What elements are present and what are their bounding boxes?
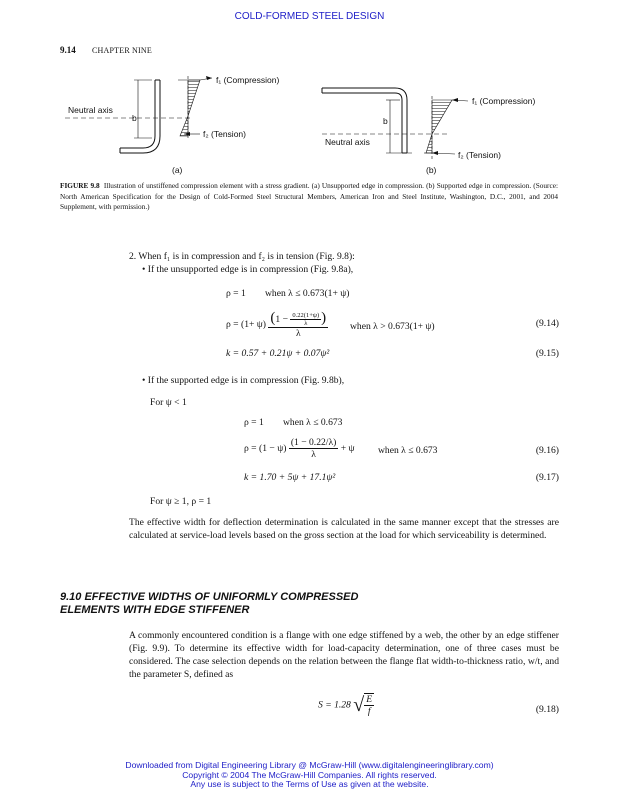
figure-caption-label: FIGURE 9.8	[60, 181, 100, 190]
footer-copyright: Copyright © 2004 The McGraw-Hill Companies. All rights reserved.	[182, 769, 437, 780]
equation-9-14	[226, 310, 328, 339]
chapter-label: CHAPTER NINE	[92, 46, 152, 55]
sqrt-sign: √	[353, 694, 365, 716]
page-number: 9.14	[60, 45, 76, 55]
label-part-b: (b)	[426, 165, 437, 175]
label-part-a: (a)	[172, 165, 183, 175]
eq914-left: ρ = (1+ ψ)	[226, 319, 266, 331]
eq914-number: (9.14)	[535, 318, 559, 329]
case2-bullet2: • If the supported edge is in compression (Fig. 9.8b),	[142, 375, 345, 386]
for-psi-less-than-1: For ψ < 1	[150, 397, 187, 408]
eq917-number: (9.17)	[535, 472, 559, 483]
label-neutral-axis-a: Neutral axis	[68, 105, 113, 115]
figure-part-b	[322, 88, 468, 160]
eq916-number: (9.16)	[535, 445, 559, 456]
eq914-when: when λ > 0.673(1+ ψ)	[350, 321, 435, 332]
eq914-inner-num: 0.22(1+ψ)	[292, 312, 320, 320]
label-f2-tension-a: f₂ (Tension)	[203, 129, 246, 139]
case2-bullet1: • If the unsupported edge is in compression (Fig. 9.8a),	[142, 264, 354, 275]
label-neutral-axis-b: Neutral axis	[325, 137, 370, 147]
equation-9-18	[318, 693, 374, 717]
label-b-a: b	[132, 113, 137, 123]
running-title: COLD-FORMED STEEL DESIGN	[234, 11, 385, 22]
figure-9-8	[60, 68, 560, 180]
eq918-num: E	[366, 694, 373, 705]
section-paragraph: A commonly encountered condition is a flange with one edge stiffened by a web, the other by an edge stiffener (Fig. 9.9). To determine its effective width for load-capacity determination, one of three cases must be considered. The case selection depends on the relation between the flange flat width-to-thickness ratio, w/t, and the parameter S, defined as	[129, 630, 559, 680]
label-f1-compression-b: f₁ (Compression)	[472, 96, 536, 106]
label-f1-compression-a: f₁ (Compression)	[216, 75, 280, 85]
eq918-fraction	[364, 693, 374, 717]
equation-rho-case-b: ρ = 1 when λ ≤ 0.673	[244, 417, 343, 428]
section-title-line1: 9.10 EFFECTIVE WIDTHS OF UNIFORMLY COMPRESSED	[60, 591, 359, 603]
deflection-paragraph: The effective width for deflection determination is calculated in the same manner except that the stresses are calculated at service-load levels based on the gross section at the load for which serviceability is determined.	[129, 517, 559, 541]
eq915-number: (9.15)	[535, 348, 559, 359]
equation-9-16	[244, 437, 355, 460]
figure-caption-text: Illustration of unstiffened compression element with a stress gradient. (a) Unsupported edge in compression. (b) Supported edge in compression. (Source: North American Specification for the Design of Cold-Formed Steel Structural Members, American Iron and Steel Institute, Washington, D.C., 2001, and 2004 Supplement, with permission.)	[60, 181, 558, 211]
eq916-when: when λ ≤ 0.673	[378, 445, 438, 456]
section-title-line2: ELEMENTS WITH EDGE STIFFENER	[60, 604, 250, 616]
eq914-fraction: (1 − $\frac{0.22(1+\psi)}{\lambda}$ ) λ	[270, 310, 327, 340]
label-b-b: b	[383, 116, 388, 126]
eq916-right: + ψ	[340, 443, 355, 454]
eq914-inner-den: λ	[304, 320, 308, 328]
equation-9-15: k = 0.57 + 0.21ψ + 0.07ψ²	[226, 348, 330, 359]
eq918-number: (9.18)	[535, 704, 559, 715]
label-f2-tension-b: f₂ (Tension)	[458, 150, 501, 160]
eq918-den: f	[367, 706, 371, 717]
eq916-left: ρ = (1 − ψ)	[244, 443, 287, 454]
eq914-den: λ	[295, 328, 301, 340]
eq916-den: λ	[311, 449, 316, 460]
case2-intro: 2. When f₁ is in compression and f₂ is in tension (Fig. 9.8):	[129, 251, 355, 262]
footer-terms-link[interactable]: Any use is subject to the Terms of Use as given at the website.	[190, 779, 429, 789]
footer	[0, 761, 619, 790]
footer-download-link[interactable]: Downloaded from Digital Engineering Library @ McGraw-Hill (www.digitalengineeringlibrary.com)	[125, 760, 494, 770]
eq918-left: S = 1.28	[318, 699, 351, 711]
equation-rho-case-a: ρ = 1 when λ ≤ 0.673(1+ ψ)	[226, 288, 350, 299]
eq916-fraction	[289, 437, 339, 460]
figure-caption	[60, 181, 558, 213]
for-psi-ge-1: For ψ ≥ 1, ρ = 1	[150, 496, 212, 507]
equation-9-17: k = 1.70 + 5ψ + 17.1ψ²	[244, 472, 336, 483]
eq916-num: (1 − 0.22/λ)	[290, 437, 337, 448]
